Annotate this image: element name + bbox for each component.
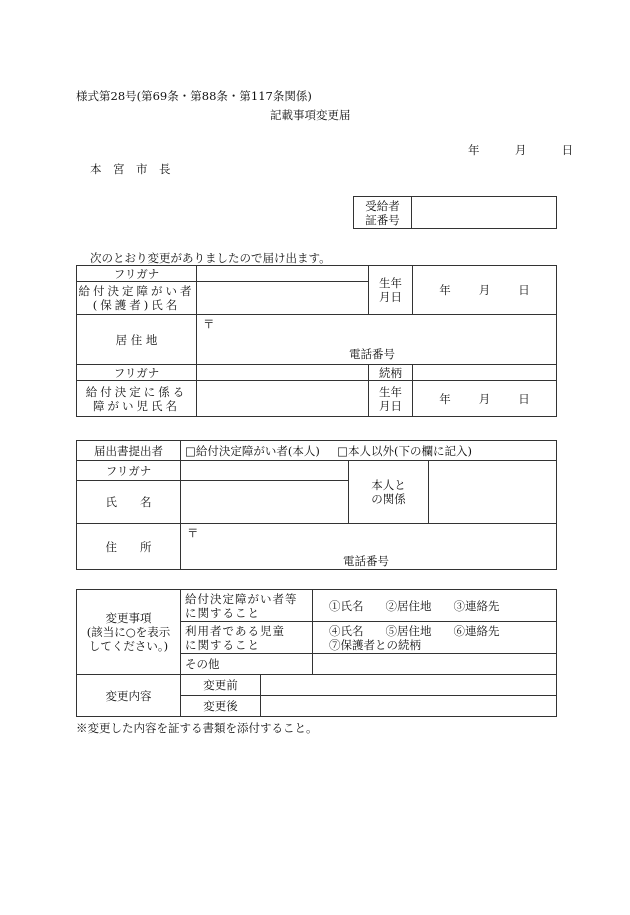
change-items-label: 変更事項 (該当に○を表示 してください。) [77,590,181,675]
address-field[interactable] [197,315,557,365]
before-label: 変更前 [181,675,261,696]
furigana-label: フリガナ [77,266,197,282]
option-relation-7[interactable]: ⑦保護者との続柄 [329,637,421,652]
submitter-address-label: 住 所 [77,524,181,570]
child-birthdate-label: 生年 月日 [369,381,413,417]
change-table [76,589,557,717]
option-other-checkbox[interactable]: □本人以外(下の欄に記入) [337,443,472,458]
submitter-options [181,441,557,461]
submitter-label: 届出書提出者 [77,441,181,461]
option-name-1[interactable]: ①氏名 [329,598,364,613]
recipient-number-box [353,196,557,229]
relation-field[interactable] [413,365,557,381]
before-field[interactable] [261,675,557,696]
submitter-postal-mark: 〒 [187,526,199,540]
submitter-name-field[interactable] [181,481,349,524]
birthdate-field[interactable]: 年 月 日 [413,266,557,315]
after-field[interactable] [261,696,557,717]
date-fields [468,142,573,158]
change-content-label: 変更内容 [77,675,181,717]
category-person-label: 給付決定障がい者等 に関すること [181,590,313,622]
category-other-label: その他 [181,654,313,675]
postal-mark: 〒 [203,317,215,331]
applicant-table [76,265,557,417]
child-furigana-label: フリガナ [77,365,197,381]
phone-label: 電話番号 [349,347,395,361]
option-contact-6[interactable]: ⑥連絡先 [453,623,500,638]
intro-text: 次のとおり変更がありましたので届け出ます。 [90,251,331,265]
child-birthdate-field[interactable]: 年 月 日 [413,381,557,417]
address-label: 居 住 地 [77,315,197,365]
relation-label: 続柄 [369,365,413,381]
recipient-number-label: 受給者 証番号 [354,197,412,229]
submitter-phone-label: 電話番号 [343,554,389,568]
after-label: 変更後 [181,696,261,717]
submitter-furigana-field[interactable] [181,461,349,481]
option-name-4[interactable]: ④氏名 [329,623,364,638]
category-person-options [313,590,557,622]
option-contact-3[interactable]: ③連絡先 [453,598,500,613]
birthdate-label: 生年 月日 [369,266,413,315]
option-self-checkbox[interactable]: □給付決定障がい者(本人) [185,443,320,458]
furigana-field[interactable] [197,266,369,282]
submitter-name-label: 氏 名 [77,481,181,524]
date-year: 年 [468,143,480,157]
relation-to-self-label: 本人と の関係 [349,461,429,524]
parent-name-label: 給付決定障がい者 (保護者)氏名 [77,282,197,315]
form-number: 様式第28号(第69条・第88条・第117条関係) [76,89,312,103]
date-month: 月 [514,143,527,157]
category-other-field[interactable] [313,654,557,675]
recipient-number-field[interactable] [412,197,557,229]
category-child-label: 利用者である児童 に関すること [181,622,313,654]
child-name-label: 給付決定に係る 障がい児氏名 [77,381,197,417]
parent-name-field[interactable] [197,282,369,315]
submitter-address-field[interactable] [181,524,557,570]
child-name-field[interactable] [197,381,369,417]
submitter-furigana-label: フリガナ [77,461,181,481]
page-title: 記載事項変更届 [270,108,351,122]
submitter-table [76,440,557,570]
category-child-options [313,622,557,654]
option-address-2[interactable]: ②居住地 [385,598,432,613]
footnote: ※変更した内容を証する書類を添付すること。 [76,721,318,735]
option-address-5[interactable]: ⑤居住地 [385,623,432,638]
date-day: 日 [561,143,574,157]
child-furigana-field[interactable] [197,365,369,381]
addressee: 本 宮 市 長 [90,162,171,176]
relation-to-self-field[interactable] [429,461,557,524]
